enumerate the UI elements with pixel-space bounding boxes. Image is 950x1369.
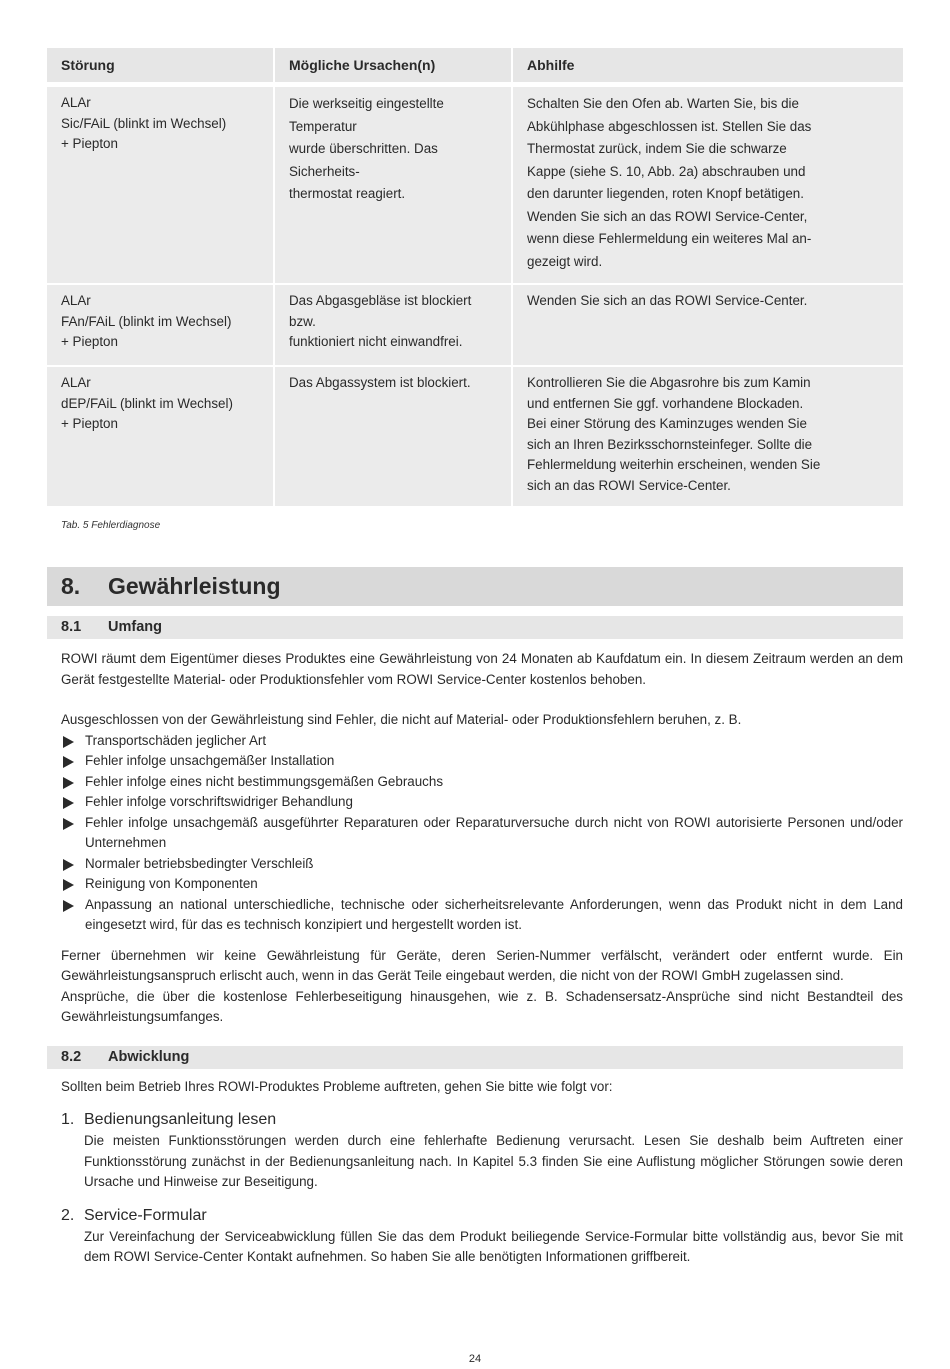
document-page xyxy=(47,48,903,1268)
cell-line: + Piepton xyxy=(61,334,118,349)
cell-stoerung xyxy=(47,87,275,285)
step-title xyxy=(61,1205,903,1227)
serial-number-paragraph: Ferner übernehmen wir keine Gewährleistung für Geräte, deren Serien-Nummer verfälscht, verändert oder entfernt wurde. Ein Gewährleistungsanspruch erlischt auch, wenn in das Gerät Teile eingebaut werden, die nicht von der ROWI GmbH zugelassen sind. xyxy=(61,947,903,983)
cell-line: Die werkseitig eingestellte Temperatur xyxy=(289,96,444,134)
procedure-step xyxy=(47,1205,903,1268)
cell-line: den darunter liegenden, roten Knopf betätigen. xyxy=(527,186,804,201)
cell-line: Das Abgassystem ist blockiert. xyxy=(289,375,471,390)
cell-line: funktioniert nicht einwandfrei. xyxy=(289,334,463,349)
arrow-bullet-icon xyxy=(63,859,74,871)
exclusions-list xyxy=(47,731,903,936)
list-item-text: Fehler infolge unsachgemäß ausgeführter Reparaturen oder Reparaturversuche durch nicht von ROWI autorisierte Personen und/oder Unternehmen xyxy=(85,814,903,850)
cell-line: Kontrollieren Sie die Abgasrohre bis zum Kamin xyxy=(527,375,811,390)
cell-line: Abkühlphase abgeschlossen ist. Stellen Sie das xyxy=(527,118,812,134)
procedure-step xyxy=(47,1109,903,1193)
cell-stoerung xyxy=(47,285,275,367)
subsection-heading-abwicklung xyxy=(47,1046,903,1069)
table-caption: Tab. 5 Fehlerdiagnose xyxy=(61,520,161,531)
cell-line: ALAr xyxy=(61,293,91,308)
list-item xyxy=(61,731,903,752)
table-row xyxy=(47,87,903,285)
header-abhilfe: Abhilfe xyxy=(513,48,903,87)
section-title: Gewährleistung xyxy=(108,573,281,599)
table-row xyxy=(47,367,903,508)
cell-line: Wenden Sie sich an das ROWI Service-Center, xyxy=(527,208,808,224)
list-item-text: Transportschäden jeglicher Art xyxy=(85,732,267,748)
step-body: Zur Vereinfachung der Serviceabwicklung füllen Sie das dem Produkt beiliegende Service-Formular bitte vollständig aus, bevor Sie mit dem ROWI Service-Center Kontakt aufnehmen. So haben Sie alle benötigten Informationen griffbereit. xyxy=(84,1228,903,1264)
cell-abhilfe xyxy=(513,87,903,285)
arrow-bullet-icon xyxy=(63,900,74,912)
step-number: 1. xyxy=(61,1111,75,1128)
page-number: 24 xyxy=(468,1353,482,1365)
error-diagnosis-table xyxy=(47,48,903,508)
cell-line: wurde überschritten. Das Sicherheits- xyxy=(289,141,438,179)
subsection-title: Umfang xyxy=(108,619,162,635)
step-title-text: Bedienungsanleitung lesen xyxy=(84,1111,277,1128)
cell-stoerung xyxy=(47,367,275,508)
warranty-intro-paragraph: ROWI räumt dem Eigentümer dieses Produktes eine Gewährleistung von 24 Monaten ab Kaufdatum ein. In diesem Zeitraum werden an dem Gerät festgestellte Material- oder Produktionsfehler vom ROWI Service-Center kostenlos behoben. xyxy=(61,651,903,687)
cell-line: wenn diese Fehlermeldung ein weiteres Mal an- xyxy=(527,231,812,246)
cell-line: Thermostat zurück, indem Sie die schwarze xyxy=(527,141,787,156)
list-item-text: Reinigung von Komponenten xyxy=(85,876,258,891)
section-number: 8. xyxy=(61,573,81,599)
subsection-number: 8.2 xyxy=(61,1048,82,1065)
cell-line: und entfernen Sie ggf. vorhandene Blockaden. xyxy=(527,395,804,411)
cell-line: Fehlermeldung weiterhin erscheinen, wenden Sie xyxy=(527,457,821,472)
cell-abhilfe xyxy=(513,367,903,508)
exclusions-intro: Ausgeschlossen von der Gewährleistung sind Fehler, die nicht auf Material- oder Produktionsfehlern beruhen, z. B. xyxy=(61,712,742,727)
list-item xyxy=(61,772,903,793)
list-item-text: Normaler betriebsbedingter Verschleiß xyxy=(85,855,314,871)
cell-line: Bei einer Störung des Kaminzuges wenden Sie xyxy=(527,416,807,431)
cell-line: Kappe (siehe S. 10, Abb. 2a) abschrauben und xyxy=(527,163,806,179)
step-title-text: Service-Formular xyxy=(84,1206,207,1224)
cell-line: sich an Ihren Bezirksschornsteinfeger. Sollte die xyxy=(527,436,813,452)
table-header-row xyxy=(47,48,903,87)
arrow-bullet-icon xyxy=(63,736,74,748)
table-row xyxy=(47,285,903,367)
section-heading xyxy=(47,567,903,606)
cell-line: ALAr xyxy=(61,375,91,390)
cell-line: FAn/FAiL (blinkt im Wechsel) xyxy=(61,313,232,329)
cell-line: + Piepton xyxy=(61,416,118,431)
arrow-bullet-icon xyxy=(63,797,74,809)
list-item xyxy=(61,751,903,772)
arrow-bullet-icon xyxy=(63,777,74,789)
cell-line: sich an das ROWI Service-Center. xyxy=(527,477,731,493)
cell-line: Schalten Sie den Ofen ab. Warten Sie, bis die xyxy=(527,96,799,111)
cell-line: Sic/FAiL (blinkt im Wechsel) xyxy=(61,115,227,131)
list-item xyxy=(61,813,903,854)
cell-line: Das Abgasgebläse ist blockiert bzw. xyxy=(289,293,472,329)
cell-ursache xyxy=(275,367,513,508)
cell-ursache xyxy=(275,285,513,367)
cell-line: + Piepton xyxy=(61,136,118,151)
cell-line: gezeigt wird. xyxy=(527,253,603,269)
subsection-heading-umfang xyxy=(47,616,903,639)
header-ursachen: Mögliche Ursachen(n) xyxy=(275,48,513,87)
cell-line: thermostat reagiert. xyxy=(289,186,406,201)
list-item xyxy=(61,792,903,813)
arrow-bullet-icon xyxy=(63,818,74,830)
list-item-text: Fehler infolge vorschriftswidriger Behandlung xyxy=(85,794,353,809)
subsection-title: Abwicklung xyxy=(108,1048,190,1065)
cell-line: dEP/FAiL (blinkt im Wechsel) xyxy=(61,395,233,411)
step-body: Die meisten Funktionsstörungen werden durch eine fehlerhafte Bedienung verursacht. Lesen Sie deshalb beim Auftreten einer Funktionsstörung zunächst in der Bedienungsanleitung nach. In Kapitel 5.3 finden Sie eine Auflistung möglicher Störungen sowie deren Ursache und Hinweise zur Beseitigung. xyxy=(84,1133,903,1189)
step-number: 2. xyxy=(61,1206,75,1224)
list-item-text: Fehler infolge eines nicht bestimmungsgemäßen Gebrauchs xyxy=(85,773,444,789)
arrow-bullet-icon xyxy=(63,879,74,891)
list-item-text: Fehler infolge unsachgemäßer Installation xyxy=(85,753,335,768)
cell-abhilfe xyxy=(513,285,903,367)
step-title xyxy=(61,1109,903,1131)
list-item xyxy=(61,895,903,936)
arrow-bullet-icon xyxy=(63,756,74,768)
cell-ursache xyxy=(275,87,513,285)
subsection-number: 8.1 xyxy=(61,619,82,635)
list-item xyxy=(61,874,903,895)
procedure-intro: Sollten beim Betrieb Ihres ROWI-Produktes Probleme auftreten, gehen Sie bitte wie folgt vor: xyxy=(61,1078,613,1094)
cell-line: ALAr xyxy=(61,95,91,110)
list-item xyxy=(61,854,903,875)
list-item-text: Anpassung an national unterschiedliche, technische oder sicherheitsrelevante Anforderungen, wenn das Produkt nicht in dem Land eingesetzt wird, für das es technisch konzipiert und hergestellt worden ist. xyxy=(85,896,903,932)
cell-line: Wenden Sie sich an das ROWI Service-Center. xyxy=(527,293,808,308)
claims-paragraph: Ansprüche, die über die kostenlose Fehlerbeseitigung hinausgehen, wie z. B. Schadensersatz-Ansprüche sind nicht Bestandteil des Gewährleistungsumfanges. xyxy=(61,988,903,1024)
header-stoerung: Störung xyxy=(47,48,275,87)
